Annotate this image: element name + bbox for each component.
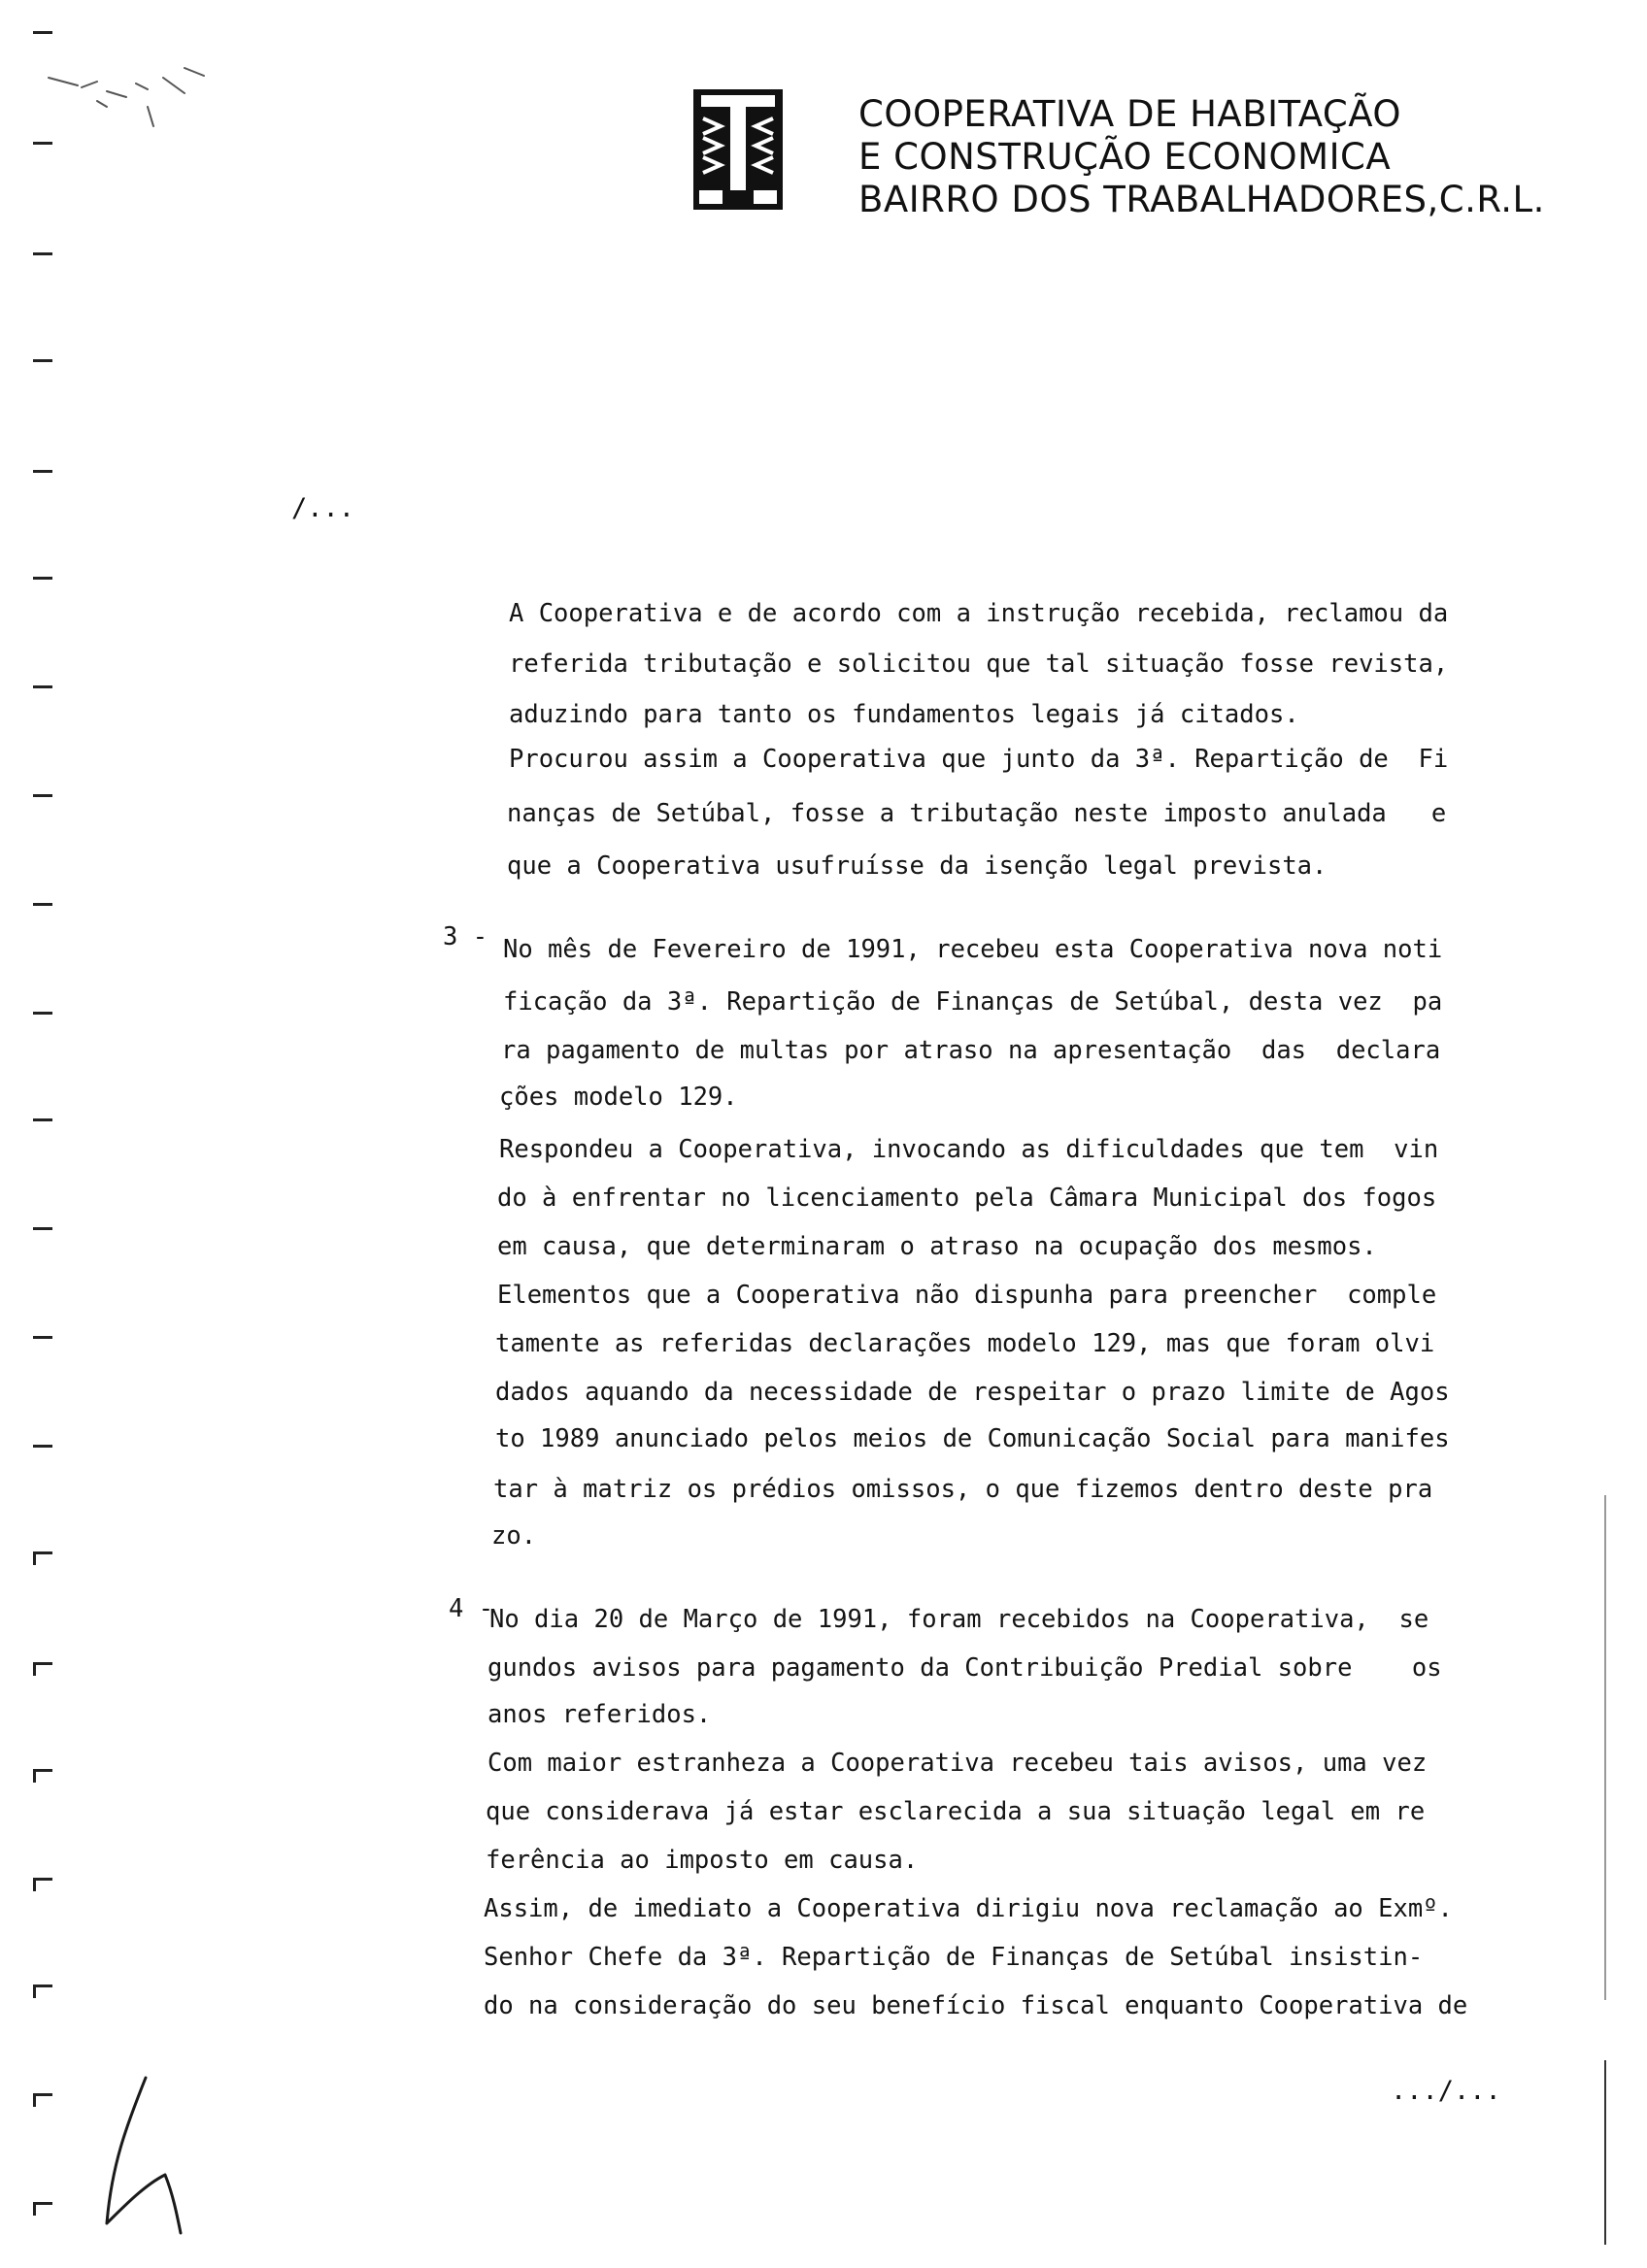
margin-mark: [33, 470, 52, 473]
margin-mark: [33, 1336, 52, 1339]
body-line: No dia 20 de Março de 1991, foram recebidos na Cooperativa, se: [489, 1605, 1429, 1634]
body-line: Procurou assim a Cooperativa que junto da 3ª. Repartição de Fi: [509, 745, 1449, 774]
cooperative-logo-icon: [693, 89, 783, 210]
body-line: referida tributação e solicitou que tal situação fosse revista,: [509, 650, 1449, 679]
letterhead-line: E CONSTRUÇÃO ECONOMICA: [858, 136, 1392, 178]
body-line: ficação da 3ª. Repartição de Finanças de Setúbal, desta vez pa: [503, 987, 1443, 1017]
margin-mark: [33, 1769, 52, 1772]
body-line: que a Cooperativa usufruísse da isenção legal prevista.: [507, 851, 1328, 881]
body-line: Com maior estranheza a Cooperativa recebeu tais avisos, uma vez: [487, 1749, 1428, 1778]
item-number: 4 -: [449, 1594, 494, 1623]
body-line: tar à matriz os prédios omissos, o que fizemos dentro deste pra: [493, 1475, 1433, 1504]
body-line: ferência ao imposto em causa.: [486, 1846, 919, 1875]
right-margin-rule: [1604, 2060, 1606, 2245]
body-line: A Cooperativa e de acordo com a instrução recebida, reclamou da: [509, 599, 1449, 628]
margin-mark: [33, 2202, 52, 2205]
letterhead-line: BAIRRO DOS TRABALHADORES,C.R.L.: [858, 179, 1545, 220]
margin-mark: [33, 1551, 52, 1554]
body-line: to 1989 anunciado pelos meios de Comunicação Social para manifes: [495, 1424, 1450, 1453]
margin-mark: [33, 252, 52, 255]
margin-mark: [33, 142, 52, 145]
body-line: ra pagamento de multas por atraso na apresentação das declara: [501, 1036, 1441, 1065]
margin-mark: [33, 685, 52, 688]
right-margin-rule: [1604, 1495, 1606, 2000]
margin-mark: [33, 1878, 52, 1881]
body-line: gundos avisos para pagamento da Contribuição Predial sobre os: [487, 1653, 1442, 1683]
body-line: que considerava já estar esclarecida a sua situação legal em re: [486, 1797, 1426, 1826]
body-line: aduzindo para tanto os fundamentos legais já citados.: [509, 700, 1299, 729]
body-line: Senhor Chefe da 3ª. Repartição de Finanças de Setúbal insistin-: [484, 1943, 1424, 1972]
body-line: Respondeu a Cooperativa, invocando as dificuldades que tem vin: [499, 1135, 1439, 1164]
body-line: do à enfrentar no licenciamento pela Câmara Municipal dos fogos: [497, 1184, 1437, 1213]
margin-mark: [33, 1118, 52, 1121]
margin-mark: [33, 903, 52, 906]
margin-mark: [33, 2093, 52, 2096]
item-number: 3 -: [443, 922, 488, 951]
body-line: nanças de Setúbal, fosse a tributação neste imposto anulada e: [507, 799, 1447, 828]
body-line: anos referidos.: [487, 1700, 712, 1729]
margin-mark: [33, 1227, 52, 1230]
margin-mark: [33, 794, 52, 797]
body-line: dados aquando da necessidade de respeitar o prazo limite de Agos: [495, 1378, 1450, 1407]
letterhead-organization-name: [858, 93, 1545, 221]
continued-from-marker: /...: [291, 493, 355, 523]
scan-speckle-icon: [39, 49, 252, 136]
body-line: Assim, de imediato a Cooperativa dirigiu nova reclamação ao Exmº.: [484, 1894, 1453, 1923]
margin-mark: [33, 1012, 52, 1015]
margin-mark: [33, 1445, 52, 1448]
letterhead-line: COOPERATIVA DE HABITAÇÃO: [858, 93, 1402, 135]
body-line: em causa, que determinaram o atraso na ocupação dos mesmos.: [497, 1232, 1377, 1261]
margin-mark: [33, 1984, 52, 1987]
margin-mark: [33, 31, 52, 34]
body-line: tamente as referidas declarações modelo 129, mas que foram olvi: [495, 1329, 1435, 1358]
continues-to-marker: .../...: [1391, 2076, 1501, 2106]
margin-mark: [33, 577, 52, 580]
body-line: do na consideração do seu benefício fiscal enquanto Cooperativa de: [484, 1991, 1468, 2020]
body-line: Elementos que a Cooperativa não dispunha para preencher comple: [497, 1281, 1437, 1310]
body-line: ções modelo 129.: [499, 1083, 738, 1112]
margin-mark: [33, 359, 52, 362]
handwritten-page-number-icon: [87, 2058, 204, 2243]
margin-mark: [33, 1662, 52, 1665]
body-line: No mês de Fevereiro de 1991, recebeu esta Cooperativa nova noti: [503, 935, 1443, 964]
body-line: zo.: [491, 1521, 537, 1551]
